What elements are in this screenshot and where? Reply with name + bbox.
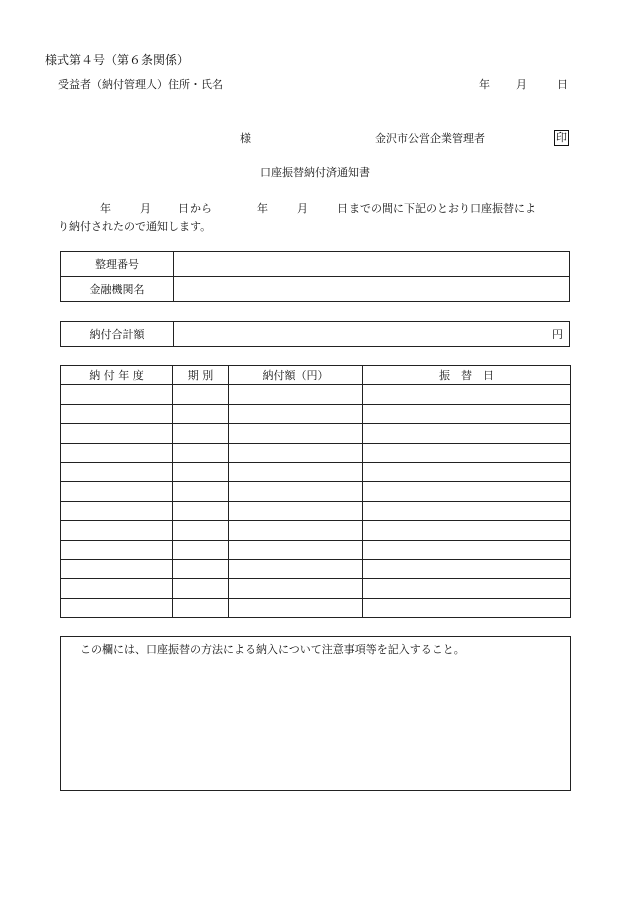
transfer-date-cell[interactable] — [363, 598, 571, 617]
table-row — [61, 462, 571, 481]
table-row — [61, 385, 571, 404]
body-day-2: 日 — [337, 202, 348, 215]
table-row — [61, 501, 571, 520]
fiscal-year-cell[interactable] — [61, 424, 173, 443]
table-row — [61, 404, 571, 423]
body-year-1: 年 — [100, 202, 111, 215]
transfer-date-cell[interactable] — [363, 462, 571, 481]
seal-mark: 印 — [556, 131, 567, 144]
bank-name-field[interactable] — [174, 277, 570, 302]
amount-cell[interactable] — [229, 424, 363, 443]
table-row — [61, 424, 571, 443]
document-title: 口座振替納付済通知書 — [260, 166, 370, 179]
bank-name-label: 金融機関名 — [61, 277, 174, 302]
header-transfer-date: 振 替 日 — [363, 366, 571, 385]
amount-cell[interactable] — [229, 385, 363, 404]
amount-cell[interactable] — [229, 462, 363, 481]
fiscal-year-cell[interactable] — [61, 540, 173, 559]
total-amount-label: 納付合計額 — [61, 322, 174, 347]
transfer-date-cell[interactable] — [363, 482, 571, 501]
table-row — [61, 443, 571, 462]
reference-number-label: 整理番号 — [61, 252, 174, 277]
period-cell[interactable] — [173, 424, 229, 443]
recipient-label: 受益者（納付管理人）住所・氏名 — [58, 78, 223, 91]
period-cell[interactable] — [173, 385, 229, 404]
table-row — [61, 521, 571, 540]
total-amount-field[interactable] — [174, 322, 570, 347]
transfer-date-cell[interactable] — [363, 385, 571, 404]
period-cell[interactable] — [173, 443, 229, 462]
fiscal-year-cell[interactable] — [61, 579, 173, 598]
transfer-date-cell[interactable] — [363, 559, 571, 578]
transfer-date-cell[interactable] — [363, 404, 571, 423]
table-row — [61, 598, 571, 617]
date-day: 日 — [557, 78, 568, 91]
period-cell[interactable] — [173, 404, 229, 423]
table-row — [61, 579, 571, 598]
notes-box[interactable] — [60, 636, 571, 791]
period-cell[interactable] — [173, 559, 229, 578]
yen-unit: 円 — [552, 328, 563, 341]
body-until: までの間に下記のとおり口座振替によ — [349, 202, 536, 215]
transfer-date-cell[interactable] — [363, 501, 571, 520]
table-row — [61, 482, 571, 501]
amount-cell[interactable] — [229, 559, 363, 578]
period-cell[interactable] — [173, 462, 229, 481]
period-cell[interactable] — [173, 501, 229, 520]
table-row — [61, 540, 571, 559]
fiscal-year-cell[interactable] — [61, 385, 173, 404]
date-year: 年 — [479, 78, 490, 91]
amount-cell[interactable] — [229, 521, 363, 540]
total-table — [60, 321, 570, 347]
fiscal-year-cell[interactable] — [61, 443, 173, 462]
period-cell[interactable] — [173, 521, 229, 540]
payment-table — [60, 365, 571, 618]
form-number: 様式第４号（第６条関係） — [45, 53, 190, 67]
table-row — [61, 322, 570, 347]
fiscal-year-cell[interactable] — [61, 521, 173, 540]
transfer-date-cell[interactable] — [363, 579, 571, 598]
amount-cell[interactable] — [229, 579, 363, 598]
fiscal-year-cell[interactable] — [61, 404, 173, 423]
amount-cell[interactable] — [229, 443, 363, 462]
body-month-2: 月 — [297, 202, 308, 215]
amount-cell[interactable] — [229, 598, 363, 617]
period-cell[interactable] — [173, 482, 229, 501]
amount-cell[interactable] — [229, 404, 363, 423]
fiscal-year-cell[interactable] — [61, 462, 173, 481]
table-row — [61, 559, 571, 578]
issuer-title: 金沢市公営企業管理者 — [375, 132, 485, 145]
amount-cell[interactable] — [229, 482, 363, 501]
body-month-1: 月 — [140, 202, 151, 215]
transfer-date-cell[interactable] — [363, 540, 571, 559]
body-line-2: り納付されたので通知します。 — [58, 220, 212, 233]
period-cell[interactable] — [173, 598, 229, 617]
amount-cell[interactable] — [229, 501, 363, 520]
info-table — [60, 251, 570, 302]
date-month: 月 — [516, 78, 527, 91]
fiscal-year-cell[interactable] — [61, 598, 173, 617]
table-header-row — [61, 366, 571, 385]
period-cell[interactable] — [173, 540, 229, 559]
honorific: 様 — [240, 132, 251, 145]
table-row — [61, 252, 570, 277]
reference-number-field[interactable] — [174, 252, 570, 277]
notes-instruction: この欄には、口座振替の方法による納入について注意事項等を記入すること。 — [80, 643, 465, 656]
fiscal-year-cell[interactable] — [61, 482, 173, 501]
transfer-date-cell[interactable] — [363, 424, 571, 443]
header-period: 期 別 — [173, 366, 229, 385]
fiscal-year-cell[interactable] — [61, 501, 173, 520]
fiscal-year-cell[interactable] — [61, 559, 173, 578]
header-fiscal-year: 納 付 年 度 — [61, 366, 173, 385]
amount-cell[interactable] — [229, 540, 363, 559]
table-row — [61, 277, 570, 302]
transfer-date-cell[interactable] — [363, 521, 571, 540]
body-day-1: 日 — [178, 202, 189, 215]
body-from: から — [190, 202, 212, 215]
header-amount: 納付額（円） — [229, 366, 363, 385]
body-year-2: 年 — [257, 202, 268, 215]
period-cell[interactable] — [173, 579, 229, 598]
transfer-date-cell[interactable] — [363, 443, 571, 462]
